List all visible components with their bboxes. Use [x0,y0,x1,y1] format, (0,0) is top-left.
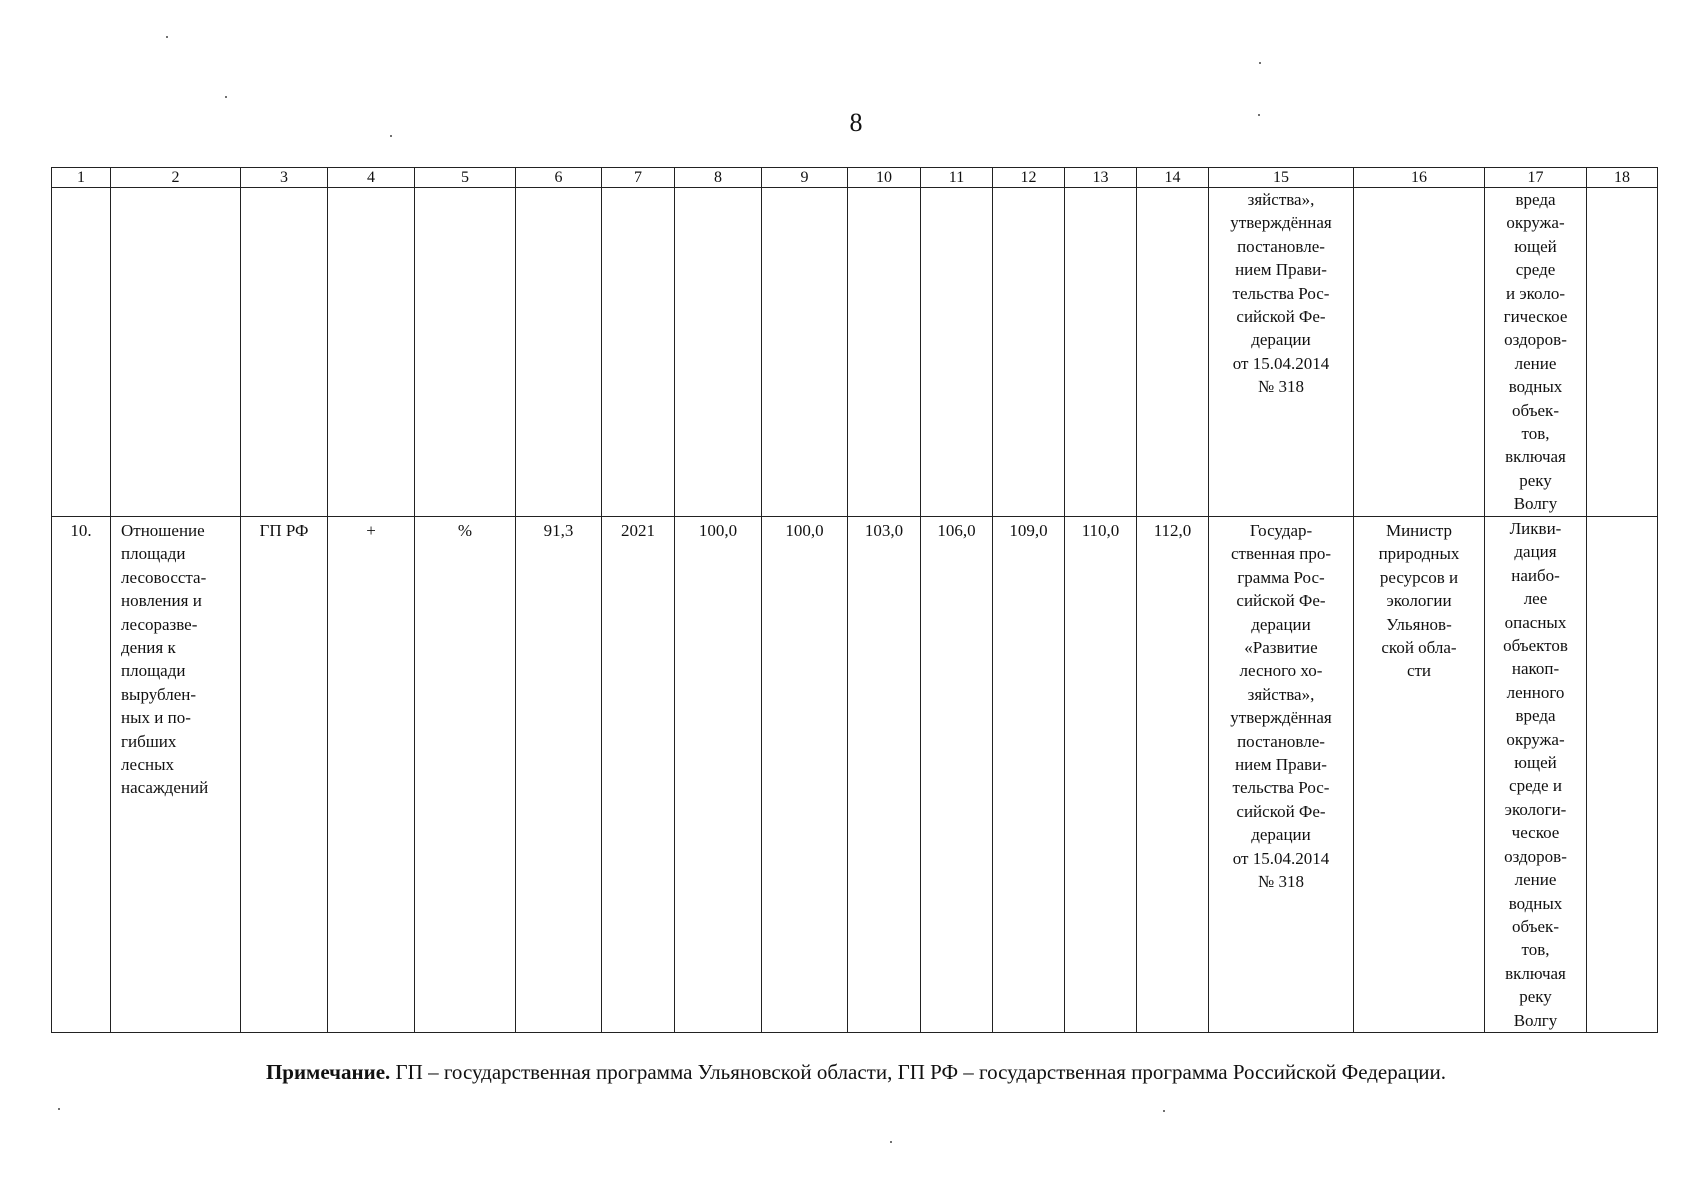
indicators-table [51,167,1658,1033]
col-number: 10 [848,168,921,188]
col-number: 11 [921,168,993,188]
col-number: 6 [516,168,602,188]
table-row [52,517,1658,1033]
unit-cell: % [415,517,516,1033]
responsible-cell: Министр природных ресурсов и экологии Ульянов- ской обла- сти [1354,517,1485,1033]
scan-speck [225,96,227,98]
value-cell: 110,0 [1065,517,1137,1033]
direction-cell: + [328,517,415,1033]
col-number: 16 [1354,168,1485,188]
source-cell: ГП РФ [241,517,328,1033]
empty-cell [1587,517,1658,1033]
value-cell: 106,0 [921,517,993,1033]
col-number: 7 [602,168,675,188]
scan-speck [1259,62,1261,64]
table-row-continuation [52,188,1658,517]
value-cell: 103,0 [848,517,921,1033]
base-year-cell: 2021 [602,517,675,1033]
col-number: 15 [1209,168,1354,188]
col-number: 2 [111,168,241,188]
col-number: 17 [1485,168,1587,188]
indicator-name: Отношение площади лесовосста- новления и лесоразве- дения к площади вырублен- ных и по- гибших лесных насаждений [111,517,241,1033]
footnote-text: ГП – государственная программа Ульяновской области, ГП РФ – государственная программа Российской Федерации. [390,1060,1447,1084]
column-number-row [52,168,1658,188]
col-number: 4 [328,168,415,188]
scan-speck [1258,114,1260,116]
value-cell: 112,0 [1137,517,1209,1033]
col-number: 8 [675,168,762,188]
col-number: 9 [762,168,848,188]
scan-speck [890,1141,892,1143]
scan-speck [166,36,168,38]
col-number: 5 [415,168,516,188]
value-cell: 100,0 [762,517,848,1033]
value-cell: 100,0 [675,517,762,1033]
goal-cell: Ликви- дация наибо- лее опасных объектов накоп- ленного вреда окружа- ющей среде и экологи- ческое оздоров- ление водных объек- тов, включая реку Волгу [1485,517,1587,1033]
col-number: 3 [241,168,328,188]
goal-cell: вреда окружа- ющей среде и эколо- гическое оздоров- ление водных объек- тов, включая реку Волгу [1485,188,1587,517]
scan-speck [58,1108,60,1110]
footnote-label: Примечание. [265,1060,391,1084]
footnote [0,1060,1696,1085]
page-number: 8 [849,108,863,137]
col-number: 12 [993,168,1065,188]
value-cell: 109,0 [993,517,1065,1033]
scan-speck [390,135,392,137]
base-value-cell: 91,3 [516,517,602,1033]
program-cell: Государ- ственная про- грамма Рос- сийской Фе- дерации «Развитие лесного хо- зяйства», утверждённая постановле- нием Прави- тельства Рос- сийской Фе- дерации от 15.04.2014 № 318 [1209,517,1354,1033]
col-number: 1 [52,168,111,188]
col-number: 18 [1587,168,1658,188]
col-number: 13 [1065,168,1137,188]
program-cell: зяйства», утверждённая постановле- нием Прави- тельства Рос- сийской Фе- дерации от 15.04.2014 № 318 [1209,188,1354,517]
row-number: 10. [52,517,111,1033]
scan-speck [1163,1110,1165,1112]
col-number: 14 [1137,168,1209,188]
